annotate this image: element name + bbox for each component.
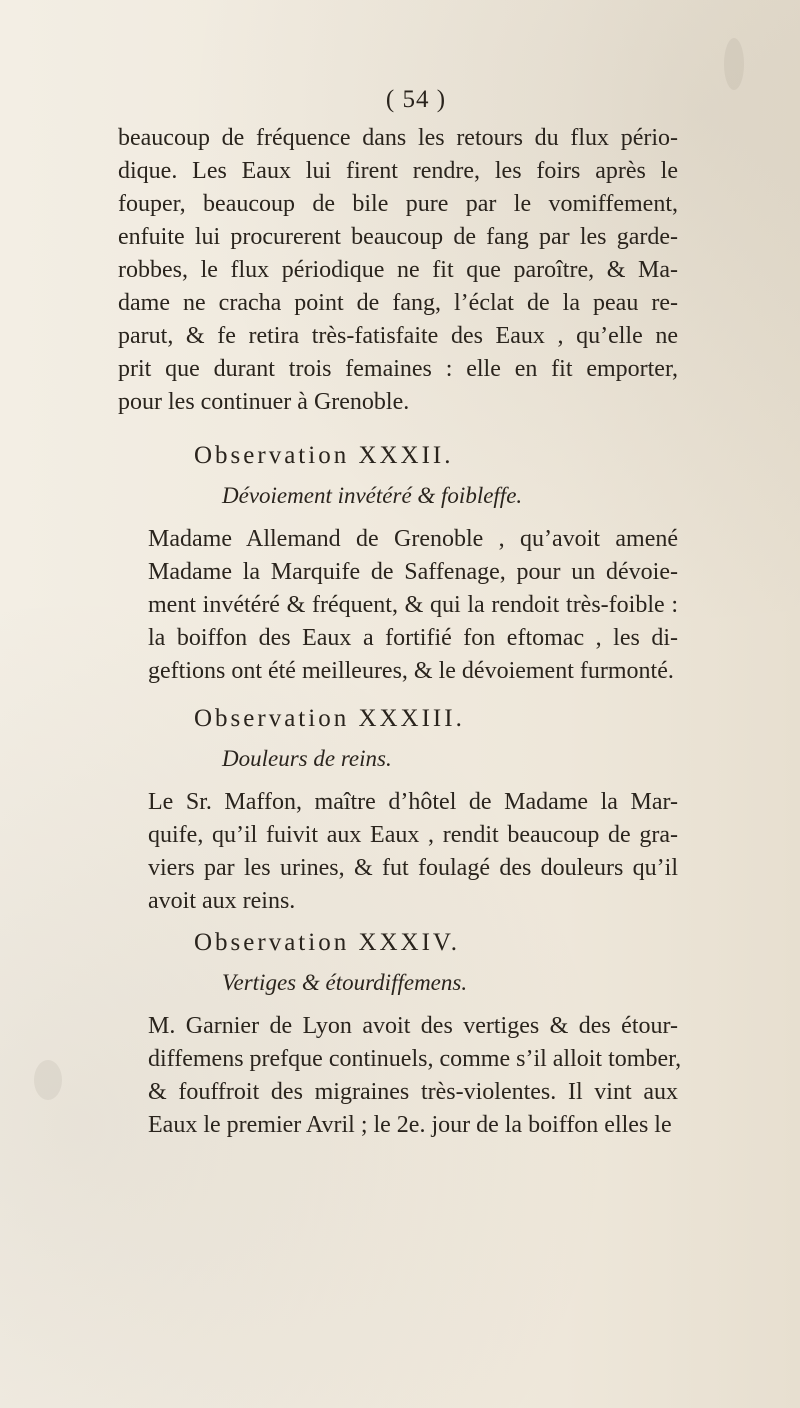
page-content [118,86,682,1142]
observation-title: Observation XXXIII. [194,705,465,732]
observation-subtitle-33: Douleurs de reins. [222,746,392,771]
text-line: parut, & fe retira très-fatisfaite des Eaux , qu’elle ne [118,323,678,349]
text-line: & fouffroit des migraines très-violentes. Il vint aux [148,1079,678,1105]
observation-title: Observation XXXII. [194,442,454,469]
text-line: prit que durant trois femaines : elle en fit emporter, [118,356,678,382]
text-line: geftions ont été meilleures, & le dévoiement furmonté. [148,658,674,684]
text-line: ment invétéré & fréquent, & qui la rendoit très-foible : [148,592,678,618]
text-line: Madame Allemand de Grenoble , qu’avoit amené [148,526,678,552]
text-line: avoit aux reins. [148,888,296,914]
observation-heading-33 [194,702,678,736]
paper-stain [724,38,744,90]
observation-body-32 [118,523,678,688]
text-line: diffemens prefque continuels, comme s’il alloit tomber, [148,1046,682,1072]
observation-heading-34 [194,926,678,960]
observation-subtitle-32: Dévoiement invétéré & foibleffe. [222,483,523,508]
paper-stain [34,1060,62,1100]
text-line: Le Sr. Maffon, maître d’hôtel de Madame la Mar- [148,789,678,815]
text-line: dique. Les Eaux lui firent rendre, les foirs après le [118,158,678,184]
text-line: viers par les urines, & fut foulagé des douleurs qu’il [148,855,678,881]
observation-title: Observation XXXIV. [194,929,461,956]
observation-body-33 [118,786,678,918]
text-line: Eaux le premier Avril ; le 2e. jour de la boiffon elles le [148,1112,672,1138]
text-line: la boiffon des Eaux a fortifié fon eftomac , les di- [148,625,678,651]
text-line: dame ne cracha point de fang, l’éclat de la peau re- [118,290,678,316]
text-line: beaucoup de fréquence dans les retours du flux pério- [118,125,678,151]
text-line: Madame la Marquife de Saffenage, pour un dévoie- [148,559,678,585]
text-line: quife, qu’il fuivit aux Eaux , rendit beaucoup de gra- [148,822,678,848]
text-line: robbes, le flux périodique ne fit que paroître, & Ma- [118,257,678,283]
text-line: enfuite lui procurerent beaucoup de fang par les garde- [118,224,678,250]
opening-paragraph [118,122,678,419]
page-number: ( 54 ) [385,86,447,113]
text-line: pour les continuer à Grenoble. [118,389,410,415]
text-line: fouper, beaucoup de bile pure par le vomiffement, [118,191,678,217]
text-line: M. Garnier de Lyon avoit des vertiges & des étour- [148,1013,678,1039]
observation-heading-32 [194,439,678,473]
observation-body-34 [118,1010,682,1142]
observation-subtitle-34: Vertiges & étourdiffemens. [222,970,468,995]
